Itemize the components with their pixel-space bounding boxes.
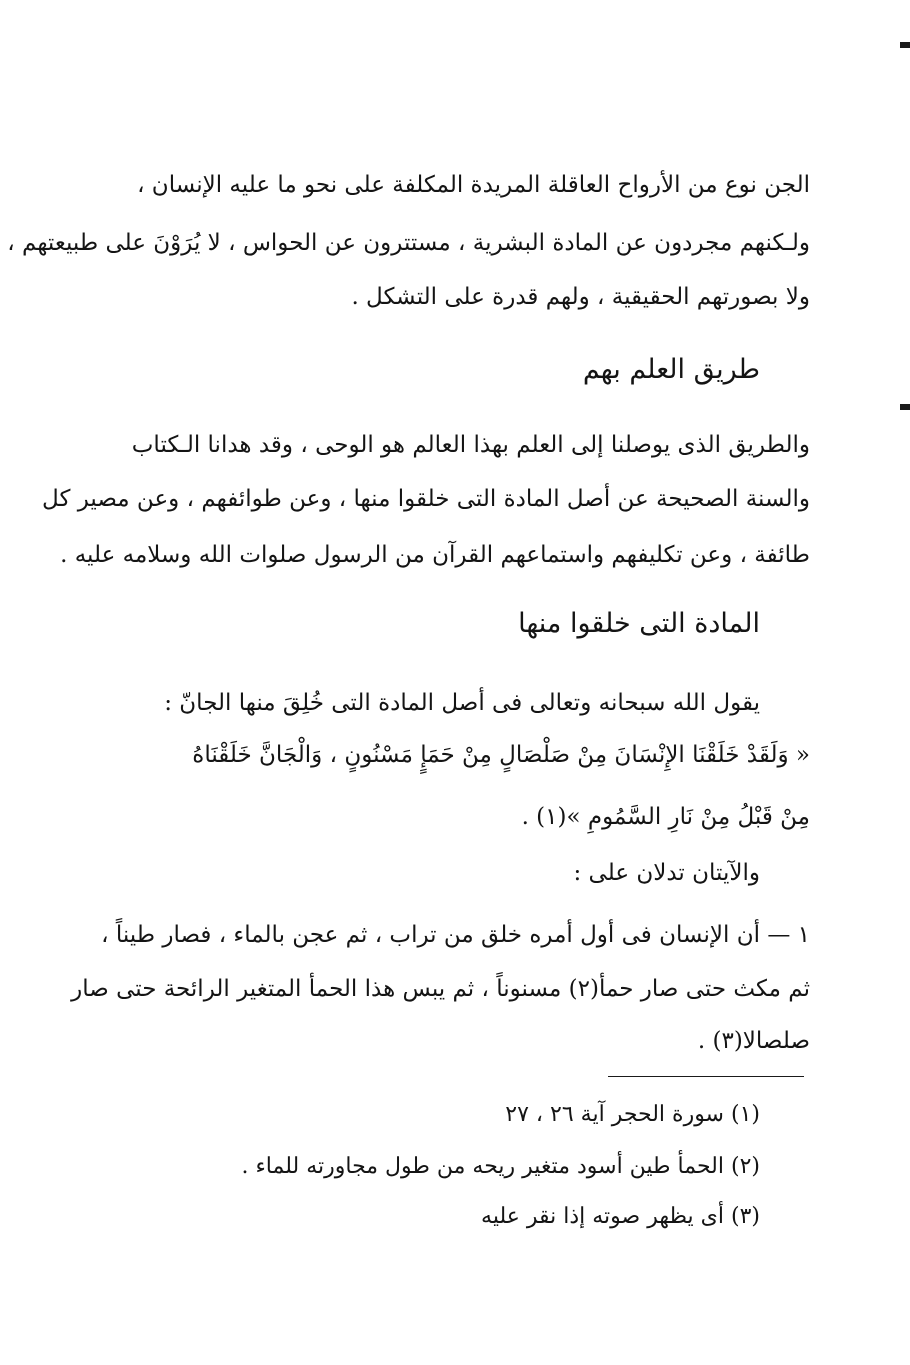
paragraph-line: والسنة الصحيحة عن أصل المادة التى خلقوا منها ، وعن طوائفهم ، وعن مصير كل xyxy=(42,486,810,512)
footnote: (١) سورة الحجر آية ٢٦ ، ٢٧ xyxy=(505,1102,760,1127)
paragraph-line: ثم مكث حتى صار حمأ(٢) مسنوناً ، ثم يبس هذا الحمأ المتغير الرائحة حتى صار xyxy=(71,976,810,1002)
quran-verse-line: مِنْ قَبْلُ مِنْ نَارِ السَّمُومِ »(١) . xyxy=(521,804,810,830)
paragraph-line: ولـكنهم مجردون عن المادة البشرية ، مستترون عن الحواس ، لا يُرَوْنَ على طبيعتهم ، xyxy=(7,230,810,256)
paragraph-line: والطريق الذى يوصلنا إلى العلم بهذا العالم هو الوحى ، وقد هدانا الـكتاب xyxy=(131,432,810,458)
page-edge-mark xyxy=(900,42,910,48)
paragraph-line: ١ — أن الإنسان فى أول أمره خلق من تراب ، ثم عجن بالماء ، فصار طيناً ، xyxy=(101,922,810,948)
page-edge-mark xyxy=(900,404,910,410)
paragraph-line: صلصالا(٣) . xyxy=(697,1028,810,1054)
paragraph-line: الجن نوع من الأرواح العاقلة المريدة المكلفة على نحو ما عليه الإنسان ، xyxy=(137,172,810,198)
section-heading: المادة التى خلقوا منها xyxy=(518,608,760,639)
paragraph-line: ولا بصورتهم الحقيقية ، ولهم قدرة على التشكل . xyxy=(351,284,810,310)
footnote-separator xyxy=(608,1076,804,1077)
section-heading: طريق العلم بهم xyxy=(582,354,760,385)
paragraph-line: يقول الله سبحانه وتعالى فى أصل المادة التى خُلِقَ منها الجانّ : xyxy=(164,690,760,716)
footnote: (٣) أى يظهر صوته إذا نقر عليه xyxy=(481,1204,760,1229)
quran-verse-line: « وَلَقَدْ خَلَقْنَا الإِنْسَانَ مِنْ صَلْصَالٍ مِنْ حَمَإٍ مَسْنُونٍ ، وَالْجَانَّ خَلَقْنَاهُ xyxy=(192,742,810,768)
paragraph-line: والآيتان تدلان على : xyxy=(573,860,760,886)
footnote: (٢) الحمأ طين أسود متغير ريحه من طول مجاورته للماء . xyxy=(241,1154,760,1179)
paragraph-line: طائفة ، وعن تكليفهم واستماعهم القرآن من الرسول صلوات الله وسلامه عليه . xyxy=(60,542,810,568)
